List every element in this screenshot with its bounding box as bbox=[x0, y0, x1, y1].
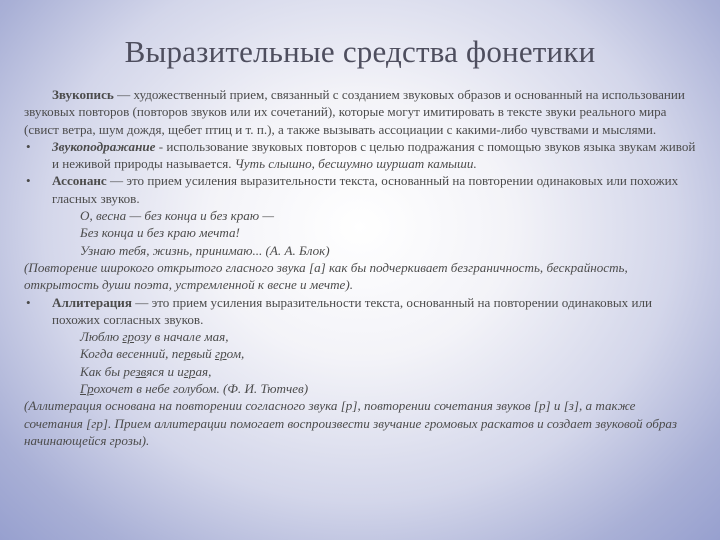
bullet-icon: • bbox=[26, 173, 31, 189]
bullet-icon: • bbox=[26, 294, 31, 310]
verse-text: озу в начале мая, bbox=[134, 329, 229, 345]
verse-underlined-sound: гр bbox=[122, 329, 135, 345]
verse-text: вый bbox=[190, 346, 215, 362]
verse-text: ом, bbox=[226, 346, 245, 362]
bullet-icon: • bbox=[26, 138, 31, 154]
alliteratsiya-verse-line bbox=[24, 380, 696, 397]
zvukopis-definition: — художественный прием, связанный с созданием звуковых образов и основанный на использовании звуковых повторов (повторов звуков или их сочетаний), которые могут имитировать в тексте звуки реального мира (свист ветра, шум дождя, щебет птиц и т. п.), а также вызывать ассоциации с какими-либо чувствами и мыслями. bbox=[24, 87, 685, 137]
verse-text: яся и и bbox=[146, 363, 184, 379]
assonans-item bbox=[24, 172, 696, 207]
alliteratsiya-verse-line bbox=[24, 345, 696, 362]
verse-underlined-sound: зв bbox=[135, 363, 147, 379]
alliteratsiya-definition: — это прием усиления выразительности текста, основанный на повторении одинаковых или похожих согласных звуков. bbox=[52, 294, 653, 327]
assonans-definition: — это прием усиления выразительности текста, основанный на повторении одинаковых или похожих гласных звуков. bbox=[52, 173, 679, 206]
zvukopis-paragraph bbox=[24, 86, 696, 138]
verse-text: ая, bbox=[195, 363, 212, 379]
verse-text: Когда весенний, пе bbox=[80, 346, 185, 362]
slide-title: Выразительные средства фонетики bbox=[124, 34, 596, 69]
assonans-verse-line: Узнаю тебя, жизнь, принимаю... (А. А. Блок) bbox=[80, 242, 330, 258]
zvukopodrazhanie-example: Чуть слышно, бесшумно шуршат камыши. bbox=[234, 156, 477, 172]
verse-underlined-sound: гр bbox=[214, 346, 227, 362]
alliteratsiya-item bbox=[24, 294, 696, 329]
zvukopodrazhanie-definition: - использование звуковых повторов с целью подражания с помощью звуков языка звукам живой и неживой природы называется. bbox=[52, 138, 696, 172]
verse-text: охочет в небе голубом. (Ф. И. Тютчев) bbox=[93, 381, 309, 397]
alliteratsiya-note: (Аллитерация основана на повторении согласного звука [р], повторении сочетания звуков [р] и [з], а также сочетания [гр]. Прием аллитерации помогает воспроизвести звучание громовых раскатов и создает звуковой образ начинающейся грозы). bbox=[24, 398, 678, 448]
verse-text: Как бы ре bbox=[80, 363, 136, 379]
zvukopis-term: Звукопись bbox=[52, 87, 114, 102]
zvukopodrazhanie-term: Звукоподражание bbox=[52, 138, 156, 154]
verse-text: Люблю bbox=[80, 329, 123, 345]
verse-underlined-sound: р bbox=[184, 346, 191, 362]
alliteratsiya-term: Аллитерация bbox=[52, 294, 132, 310]
assonans-term: Ассонанс bbox=[52, 173, 107, 189]
slide-content bbox=[24, 86, 696, 449]
assonans-verse-line: Без конца и без краю мечта! bbox=[80, 225, 240, 241]
verse-underlined-sound: Гр bbox=[80, 381, 94, 397]
verse-underlined-sound: гр bbox=[183, 363, 196, 379]
alliteratsiya-verse-line bbox=[24, 328, 696, 345]
alliteratsiya-verse-line bbox=[24, 363, 696, 380]
assonans-note: (Повторение широкого открытого гласного звука [а] как бы подчеркивает безграничность, бескрайность, открытость души поэта, устремленной к весне и мечте). bbox=[24, 259, 628, 293]
zvukopodrazhanie-item bbox=[24, 138, 696, 173]
assonans-verse-line: О, весна — без конца и без краю — bbox=[80, 208, 274, 224]
